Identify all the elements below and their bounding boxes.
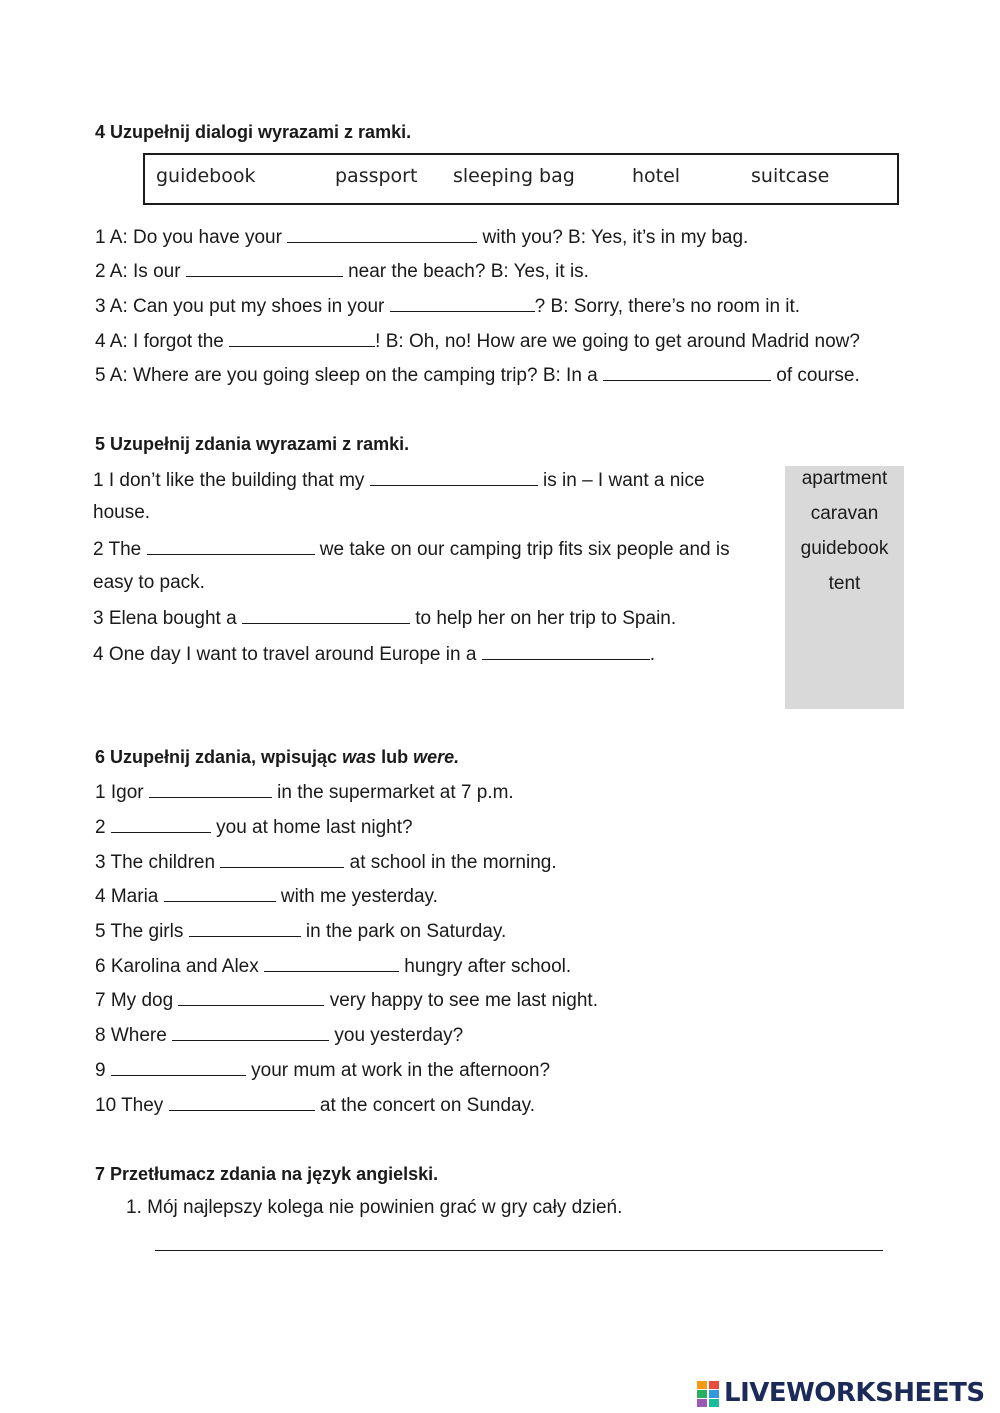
item-text: we take on our camping trip fits six people and is bbox=[314, 539, 730, 560]
exercise-6-item bbox=[95, 1092, 535, 1118]
item-text: very happy to see me last night. bbox=[324, 990, 598, 1011]
word-box-item: caravan bbox=[810, 503, 879, 524]
word-box-ex4 bbox=[143, 153, 899, 205]
exercise-6-item bbox=[95, 1022, 463, 1048]
item-text: 6 Karolina and Alex bbox=[95, 956, 265, 977]
item-text: 4 A: I forgot the bbox=[95, 331, 230, 352]
item-text: 1 I don’t like the building that my bbox=[93, 470, 370, 491]
heading-text-italic: were. bbox=[413, 747, 460, 767]
exercise-6-item bbox=[95, 1057, 550, 1083]
answer-blank[interactable] bbox=[287, 224, 477, 243]
answer-blank[interactable] bbox=[186, 258, 343, 277]
exercise-4-item bbox=[95, 293, 800, 319]
item-text: 7 My dog bbox=[95, 990, 179, 1011]
exercise-6-item bbox=[95, 953, 571, 979]
answer-blank[interactable] bbox=[169, 1092, 315, 1111]
exercise-6-item bbox=[95, 918, 506, 944]
item-text: 3 Elena bought a bbox=[93, 608, 242, 629]
heading-text-italic: was bbox=[342, 747, 377, 767]
answer-blank[interactable] bbox=[229, 328, 375, 347]
item-text: 2 A: Is our bbox=[95, 261, 186, 282]
item-text: ! B: Oh, no! How are we going to get around Madrid now? bbox=[375, 331, 860, 352]
item-text: 5 The girls bbox=[95, 921, 189, 942]
exercise-4-item bbox=[95, 224, 748, 250]
item-text: near the beach? B: Yes, it is. bbox=[342, 261, 589, 282]
item-text: 1 A: Do you have your bbox=[95, 227, 288, 248]
exercise-6-item bbox=[95, 987, 598, 1013]
answer-blank[interactable] bbox=[264, 953, 399, 972]
heading-text: 6 Uzupełnij zdania, wpisując bbox=[95, 747, 343, 767]
item-text: 2 The bbox=[93, 539, 147, 560]
answer-blank[interactable] bbox=[164, 883, 276, 902]
item-text: . bbox=[649, 644, 655, 665]
item-text: with you? B: Yes, it’s in my bag. bbox=[477, 227, 749, 248]
word-box-item: passport bbox=[335, 165, 418, 187]
exercise-6-heading bbox=[95, 745, 459, 769]
item-text: of course. bbox=[771, 365, 860, 386]
answer-blank[interactable] bbox=[147, 536, 315, 555]
liveworksheets-logo bbox=[697, 1376, 985, 1410]
exercise-5-item bbox=[93, 467, 705, 493]
item-text: in the supermarket at 7 p.m. bbox=[271, 782, 514, 803]
item-text: in the park on Saturday. bbox=[300, 921, 507, 942]
answer-blank[interactable] bbox=[178, 987, 324, 1006]
logo-text: LIVEWORKSHEETS bbox=[724, 1378, 985, 1408]
exercise-6-item bbox=[95, 849, 557, 875]
answer-blank[interactable] bbox=[149, 779, 272, 798]
word-box-ex5 bbox=[785, 466, 904, 709]
exercise-4-item bbox=[95, 328, 860, 354]
answer-blank[interactable] bbox=[482, 641, 650, 660]
word-box-item: apartment bbox=[801, 468, 888, 489]
exercise-6-item bbox=[95, 779, 514, 805]
word-box-item: suitcase bbox=[751, 165, 830, 187]
exercise-6-item bbox=[95, 814, 413, 840]
answer-blank[interactable] bbox=[111, 1057, 246, 1076]
item-text: 10 They bbox=[95, 1095, 169, 1116]
item-text: 4 One day I want to travel around Europe in a bbox=[93, 644, 482, 665]
exercise-6-item bbox=[95, 883, 438, 909]
item-text: to help her on her trip to Spain. bbox=[409, 608, 677, 629]
exercise-4-item bbox=[95, 258, 589, 284]
exercise-5-item-cont: easy to pack. bbox=[93, 572, 205, 593]
answer-blank[interactable] bbox=[172, 1022, 329, 1041]
item-text: 9 bbox=[95, 1060, 111, 1081]
exercise-5-item bbox=[93, 536, 730, 562]
item-text: you at home last night? bbox=[210, 817, 413, 838]
exercise-5-item bbox=[93, 605, 676, 631]
item-text: ? B: Sorry, there’s no room in it. bbox=[534, 296, 801, 317]
heading-text: lub bbox=[376, 747, 414, 767]
logo-icon bbox=[697, 1379, 721, 1407]
answer-blank[interactable] bbox=[111, 814, 211, 833]
word-box-item: guidebook bbox=[800, 538, 889, 559]
item-text: you yesterday? bbox=[329, 1025, 464, 1046]
exercise-7-heading: 7 Przetłumacz zdania na język angielski. bbox=[95, 1164, 439, 1184]
exercise-4-heading: 4 Uzupełnij dialogi wyrazami z ramki. bbox=[95, 122, 412, 142]
item-text: 5 A: Where are you going sleep on the camping trip? B: In a bbox=[95, 365, 604, 386]
word-box-item: sleeping bag bbox=[453, 165, 575, 187]
answer-blank[interactable] bbox=[390, 293, 535, 312]
translation-answer-line[interactable] bbox=[155, 1250, 883, 1251]
word-box-item: tent bbox=[828, 573, 861, 594]
word-box-item: hotel bbox=[632, 165, 681, 187]
item-text: 8 Where bbox=[95, 1025, 173, 1046]
exercise-4-item bbox=[95, 362, 860, 388]
exercise-5-item-cont: house. bbox=[93, 502, 151, 523]
answer-blank[interactable] bbox=[189, 918, 301, 937]
word-box-item: guidebook bbox=[156, 165, 256, 187]
answer-blank[interactable] bbox=[370, 467, 538, 486]
item-text: 2 bbox=[95, 817, 111, 838]
exercise-5-heading: 5 Uzupełnij zdania wyrazami z ramki. bbox=[95, 434, 410, 454]
item-text: your mum at work in the afternoon? bbox=[245, 1060, 551, 1081]
exercise-5-item bbox=[93, 641, 655, 667]
item-text: with me yesterday. bbox=[275, 886, 438, 907]
exercise-7-item: 1. Mój najlepszy kolega nie powinien grać w gry cały dzień. bbox=[126, 1197, 623, 1218]
item-text: at school in the morning. bbox=[344, 852, 557, 873]
answer-blank[interactable] bbox=[242, 605, 410, 624]
answer-blank[interactable] bbox=[220, 849, 344, 868]
answer-blank[interactable] bbox=[603, 362, 771, 381]
item-text: hungry after school. bbox=[399, 956, 572, 977]
item-text: 3 A: Can you put my shoes in your bbox=[95, 296, 390, 317]
item-text: 3 The children bbox=[95, 852, 221, 873]
item-text: at the concert on Sunday. bbox=[314, 1095, 535, 1116]
item-text: 1 Igor bbox=[95, 782, 149, 803]
item-text: 4 Maria bbox=[95, 886, 164, 907]
item-text: is in – I want a nice bbox=[537, 470, 705, 491]
